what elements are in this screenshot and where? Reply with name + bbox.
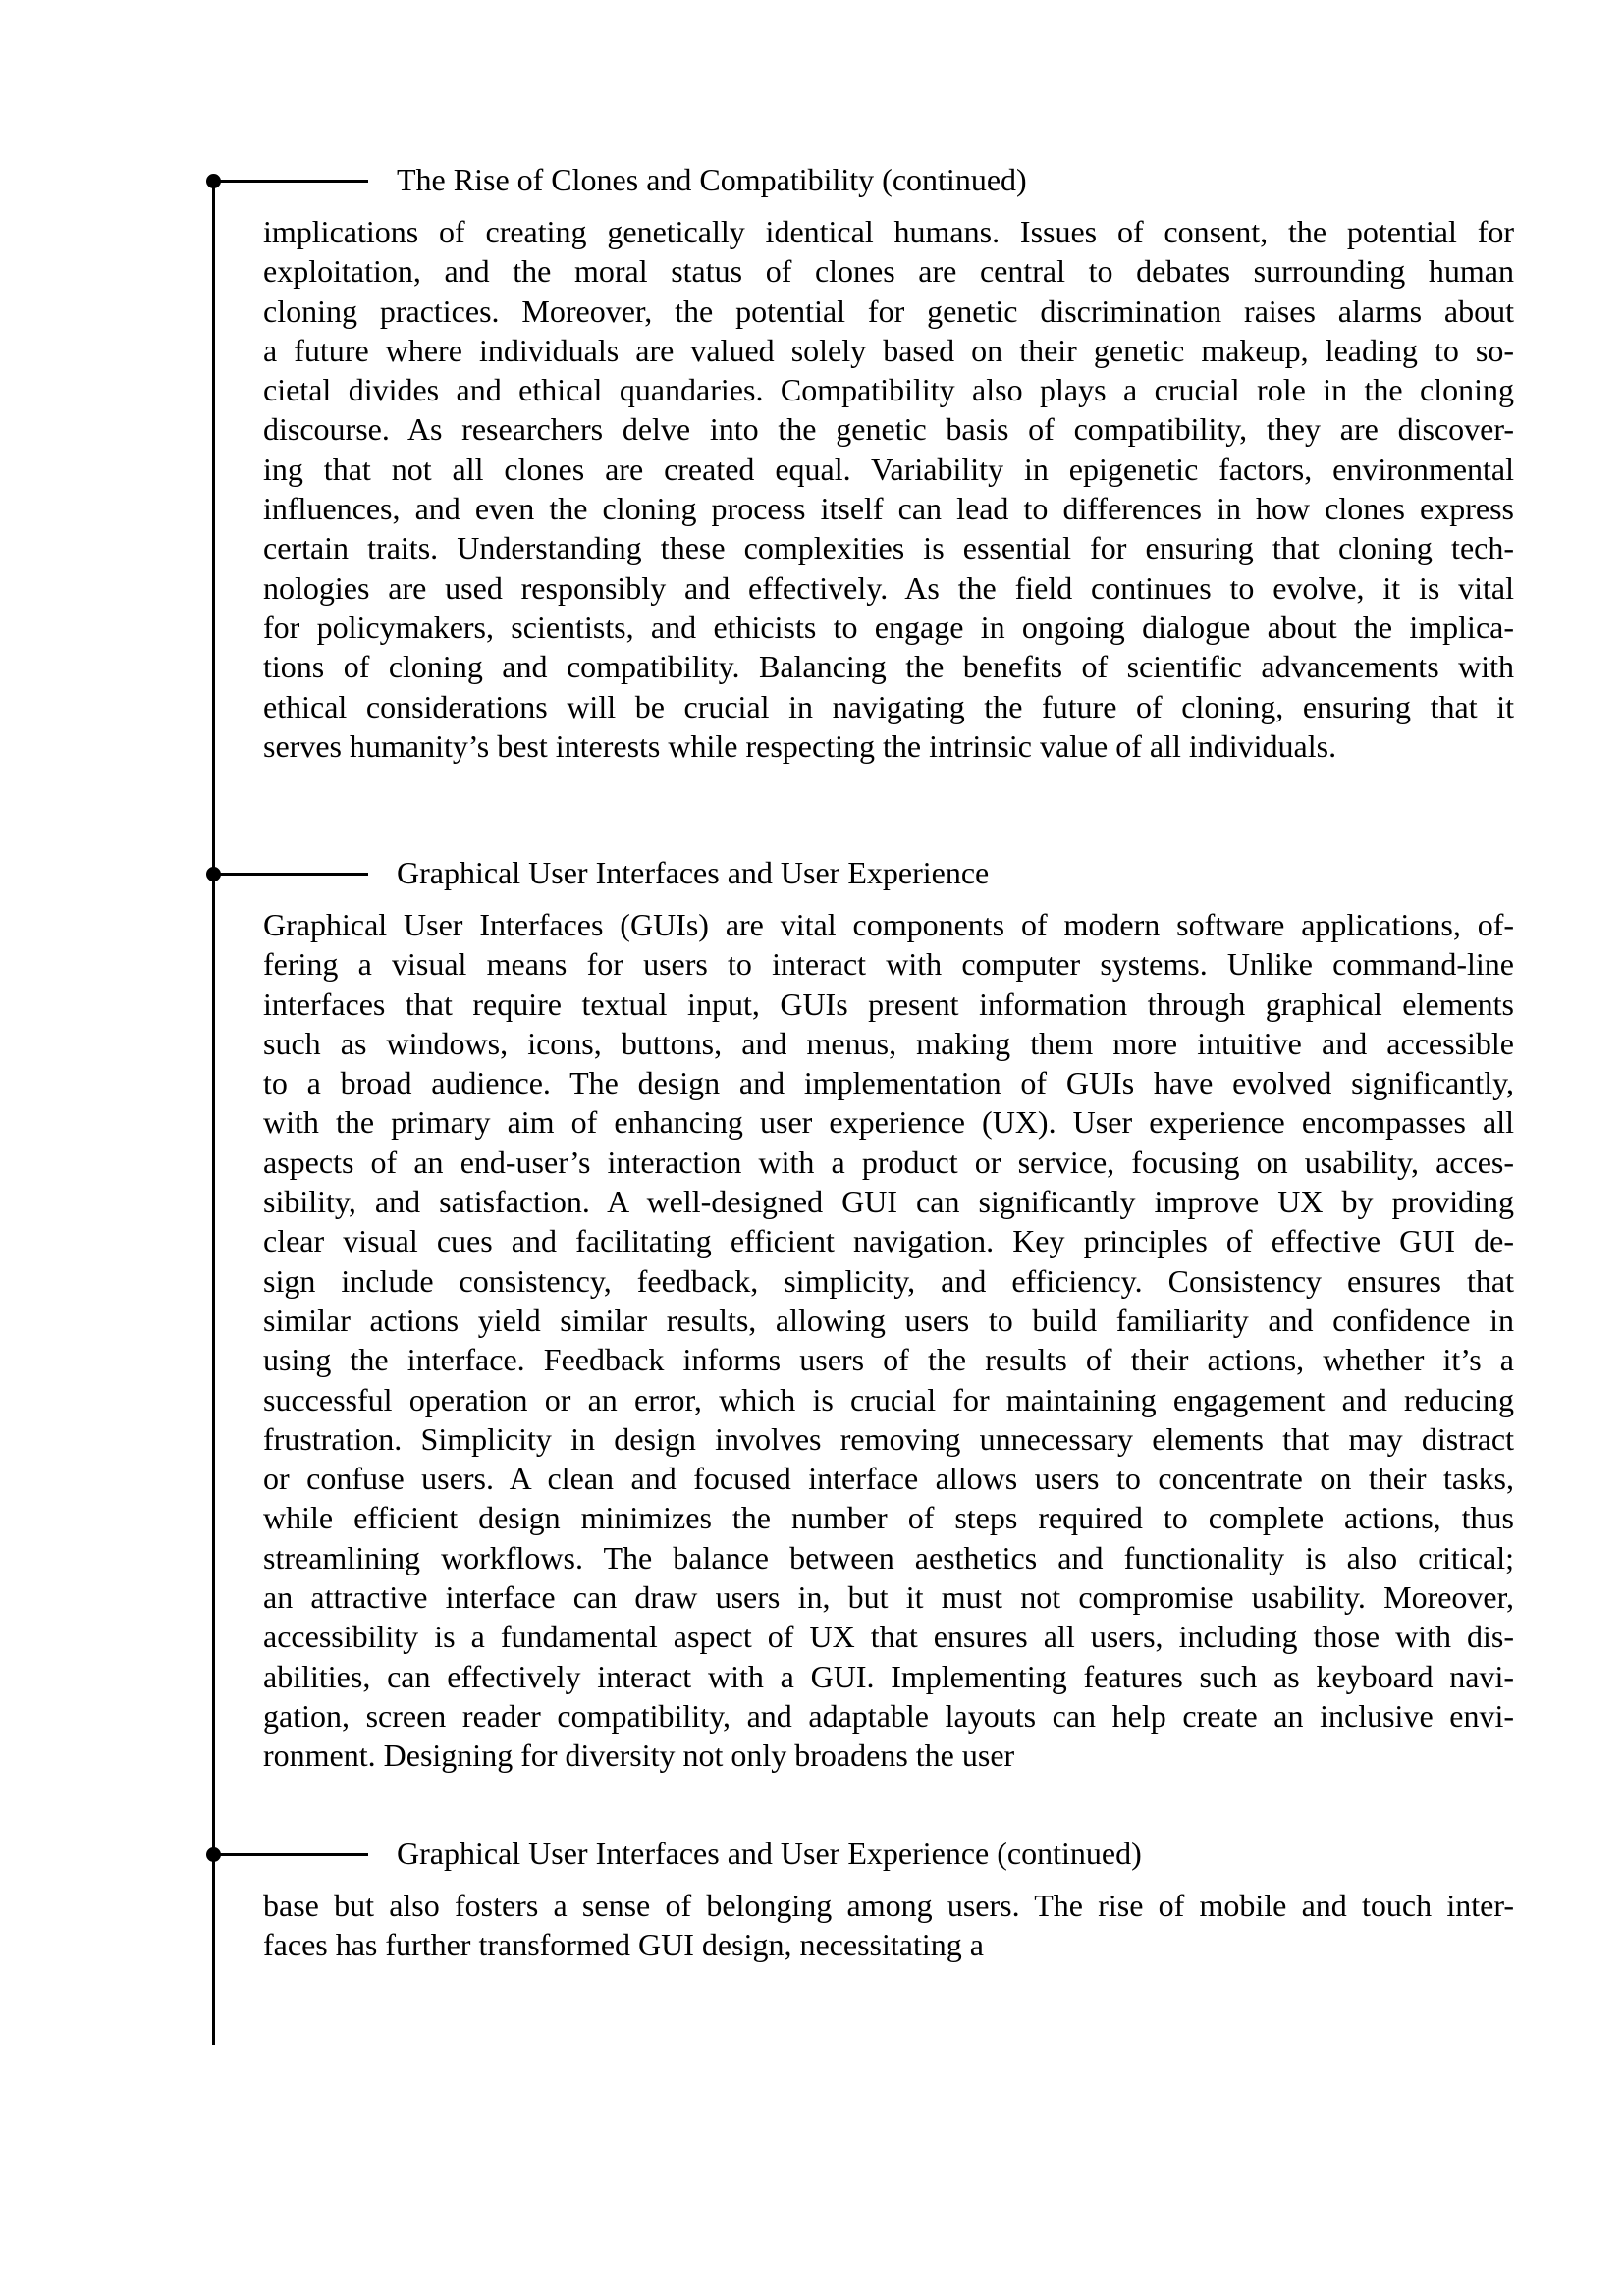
text-line: faces has further transformed GUI design, necessitating a — [263, 1927, 984, 1963]
text-line: influences, and even the cloning process itself can lead to differences in how clones express — [263, 491, 1514, 527]
text-line: a future where individuals are valued solely based on their genetic makeup, leading to so- — [263, 332, 1514, 368]
timeline-tick — [213, 1853, 368, 1856]
text-line: streamlining workflows. The balance between aesthetics and functionality is also critical; — [263, 1539, 1514, 1575]
section-gui-ux — [0, 850, 1624, 1774]
text-line: such as windows, icons, buttons, and menus, making them more intuitive and accessible — [263, 1025, 1514, 1061]
section-title: Graphical User Interfaces and User Experience (continued) — [397, 1836, 1142, 1871]
text-line: ethical considerations will be crucial in navigating the future of cloning, ensuring that it — [263, 688, 1514, 724]
text-line: sibility, and satisfaction. A well-designed GUI can significantly improve UX by providing — [263, 1184, 1514, 1220]
section-gui-ux-continued — [0, 1831, 1624, 1963]
text-line: fering a visual means for users to interact with computer systems. Unlike command-line — [263, 946, 1514, 983]
section-header — [0, 1831, 1624, 1876]
text-line: while efficient design minimizes the number of steps required to complete actions, thus — [263, 1500, 1514, 1536]
section-body — [263, 1886, 1514, 1965]
text-line: ing that not all clones are created equal. Variability in epigenetic factors, environmental — [263, 451, 1514, 487]
text-line: base but also fosters a sense of belonging among users. The rise of mobile and touch inter- — [263, 1888, 1514, 1923]
timeline-tick — [213, 873, 368, 876]
section-body — [263, 905, 1514, 1776]
text-line: gation, screen reader compatibility, and adaptable layouts can help create an inclusive envi- — [263, 1697, 1514, 1734]
text-line: certain traits. Understanding these complexities is essential for ensuring that cloning tech- — [263, 530, 1514, 566]
text-line: clear visual cues and facilitating efficient navigation. Key principles of effective GUI de- — [263, 1223, 1514, 1259]
text-line: interfaces that require textual input, GUIs present information through graphical elements — [263, 986, 1514, 1022]
text-line: exploitation, and the moral status of clones are central to debates surrounding human — [263, 253, 1514, 290]
text-line: with the primary aim of enhancing user experience (UX). User experience encompasses all — [263, 1104, 1514, 1141]
text-line: to a broad audience. The design and implementation of GUIs have evolved significantly, — [263, 1065, 1514, 1101]
text-line: abilities, can effectively interact with a GUI. Implementing features such as keyboard navi- — [263, 1658, 1514, 1694]
section-title: The Rise of Clones and Compatibility (continued) — [397, 162, 1027, 197]
text-line: sign include consistency, feedback, simplicity, and efficiency. Consistency ensures that — [263, 1262, 1514, 1299]
text-line: using the interface. Feedback informs users of the results of their actions, whether it’s a — [263, 1342, 1514, 1378]
text-line: for policymakers, scientists, and ethicists to engage in ongoing dialogue about the implica- — [263, 609, 1514, 645]
text-line: accessibility is a fundamental aspect of UX that ensures all users, including those with dis- — [263, 1619, 1514, 1655]
text-line: Graphical User Interfaces (GUIs) are vital components of modern software applications, of- — [263, 907, 1514, 942]
text-line: implications of creating genetically identical humans. Issues of consent, the potential for — [263, 214, 1514, 249]
section-body — [263, 212, 1514, 766]
text-line: nologies are used responsibly and effectively. As the field continues to evolve, it is vital — [263, 569, 1514, 606]
text-line: similar actions yield similar results, allowing users to build familiarity and confidence in — [263, 1302, 1514, 1338]
timeline-tick — [213, 180, 368, 183]
text-line: frustration. Simplicity in design involves removing unnecessary elements that may distract — [263, 1420, 1514, 1457]
section-title: Graphical User Interfaces and User Experience — [397, 855, 990, 890]
section-clones-continued — [0, 157, 1624, 764]
text-line: serves humanity’s best interests while respecting the intrinsic value of all individuals. — [263, 727, 1337, 764]
text-line: tions of cloning and compatibility. Balancing the benefits of scientific advancements with — [263, 649, 1514, 685]
text-line: aspects of an end-user’s interaction with a product or service, focusing on usability, acces- — [263, 1144, 1514, 1180]
section-header — [0, 157, 1624, 202]
text-line: cloning practices. Moreover, the potential for genetic discrimination raises alarms about — [263, 293, 1514, 329]
text-line: discourse. As researchers delve into the genetic basis of compatibility, they are discover- — [263, 411, 1514, 448]
section-header — [0, 850, 1624, 895]
text-line: successful operation or an error, which is crucial for maintaining engagement and reducing — [263, 1381, 1514, 1417]
text-line: cietal divides and ethical quandaries. Compatibility also plays a crucial role in the cloning — [263, 372, 1514, 408]
text-line: an attractive interface can draw users in, but it must not compromise usability. Moreover, — [263, 1579, 1514, 1616]
text-line: ronment. Designing for diversity not only broadens the user — [263, 1737, 1015, 1774]
text-line: or confuse users. A clean and focused interface allows users to concentrate on their tasks, — [263, 1461, 1514, 1497]
